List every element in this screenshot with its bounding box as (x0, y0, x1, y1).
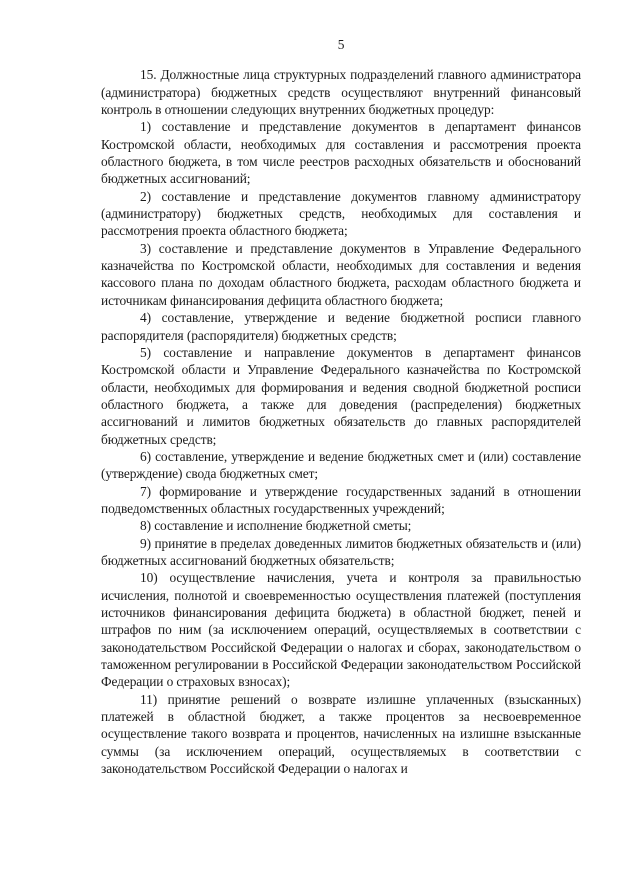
list-item-1: 1) составление и представление документов в департамент финансов Костромской области, необходимых для составления и рассмотрения проекта областного бюджета, в том числе реестров расходных обязательств и обоснований бюджетных ассигнований; (101, 119, 581, 187)
list-item-7: 7) формирование и утверждение государственных заданий в отношении подведомственных областных государственных учреждений; (101, 483, 581, 516)
list-item-6: 6) составление, утверждение и ведение бюджетных смет и (или) составление (утверждение) свода бюджетных смет; (101, 448, 581, 482)
list-item-10: 10) осуществление начисления, учета и контроля за правильностью исчисления, полнотой и своевременностью осуществления платежей (поступления источников финансирования дефицита бюджета) в областной бюджет, пеней и штрафов по ним (за исключением операций, осуществляемых в соответствии с законодательством Российской Федерации о налогах и сборах, законодательством о таможенном регулировании в Российской Федерации законодательством Российской Федерации о страховых взносах); (101, 570, 581, 690)
list-item-9: 9) принятие в пределах доведенных лимитов бюджетных обязательств и (или) бюджетных ассигнований бюджетных обязательств; (101, 535, 581, 568)
page-number: 5 (337, 37, 345, 52)
paragraph-15-intro: 15. Должностные лица структурных подразделений главного администратора (администратора) бюджетных средств осуществляют внутренний финансовый контроль в отношении следующих внутренних бюджетных процедур: (101, 67, 581, 118)
list-item-11: 11) принятие решений о возврате излишне уплаченных (взысканных) платежей в областной бюджет, а также процентов за несвоевременное осуществление такого возврата и процентов, начисленных на излишне взысканные суммы (за исключением операций, осуществляемых в соответствии с законодательством Российской Федерации о налогах и (101, 691, 581, 777)
list-item-2: 2) составление и представление документов главному администратору (администратору) бюджетных средств, необходимых для составления и рассмотрения проекта областного бюджета; (101, 188, 581, 239)
list-item-8: 8) составление и исполнение бюджетной сметы; (140, 518, 412, 534)
list-item-3: 3) составление и представление документов в Управление Федерального казначейства по Костромской области, необходимых для составления и ведения кассового плана по доходам областного бюджета, расходам областного бюджета и источникам финансирования дефицита областного бюджета; (101, 240, 581, 308)
list-item-5: 5) составление и направление документов в департамент финансов Костромской области и Управление Федерального казначейства по Костромской области, необходимых для формирования и ведения сводной бюджетной росписи областного бюджета, а также для доведения (распределения) бюджетных ассигнований и лимитов бюджетных обязательств до главных распорядителей бюджетных средств; (101, 344, 581, 447)
list-item-4: 4) составление, утверждение и ведение бюджетной росписи главного распорядителя (распорядителя) бюджетных средств; (101, 310, 581, 343)
